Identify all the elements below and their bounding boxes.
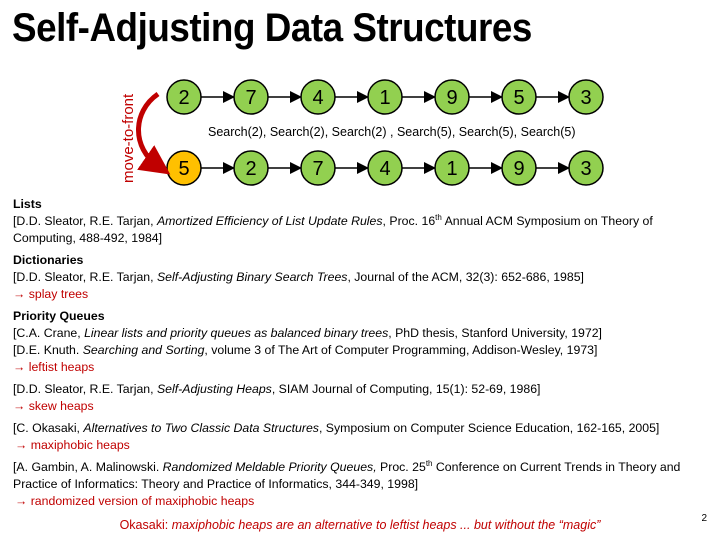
after-list-node-value: 4 [379,158,391,180]
after-list-node-value: 1 [446,158,458,180]
before-list-node-value: 4 [312,87,324,109]
list-row-after [167,151,603,185]
skew-heaps-note: → skew heaps [13,399,94,413]
move-to-front-label: move-to-front [120,93,137,183]
before-list-node-value: 3 [580,87,592,109]
before-list-node-value: 7 [245,87,257,109]
maxiphobic-heaps-note: → maxiphobic heaps [15,438,130,452]
move-to-front-arrow [139,94,159,166]
skew-reference: [D.D. Sleator, R.E. Tarjan, Self-Adjusting Heaps, SIAM Journal of Computing, 15(1): 52-69, 1986] [13,382,541,396]
list-diagram [0,0,720,195]
splay-trees-note: → splay trees [13,287,89,301]
okasaki-reference: [C. Okasaki, Alternatives to Two Classic Data Structures, Symposium on Computer Science Education, 162-165, 2005] [13,421,660,435]
crane-reference: [C.A. Crane, Linear lists and priority queues as balanced binary trees, PhD thesis, Stanford University, 1972] [13,326,602,340]
lists-heading: Lists [13,197,42,211]
okasaki-quote: Okasaki: maxiphobic heaps are an alternative to leftist heaps ... but without the “magic” [119,518,601,532]
before-list-node-value: 1 [379,87,391,109]
after-list-node-value: 9 [513,158,525,180]
before-list-node-value: 2 [178,87,190,109]
gambin-reference: [A. Gambin, A. Malinowski. Randomized Meldable Priority Queues, Proc. 25th Conference on Current Trends in Theory and Practice of Informatics: Theory and Practice of Informatics, 344-349, 1998] [13,458,681,491]
page-number: 2 [701,513,707,524]
search-sequence: Search(2), Search(2), Search(2) , Search(5), Search(5), Search(5) [208,125,576,139]
after-list-node-value: 3 [580,158,592,180]
list-row-before [167,80,603,114]
leftist-heaps-note: → leftist heaps [13,360,95,374]
references [13,196,713,510]
after-list-node-value: 7 [312,158,324,180]
before-list-node-value: 9 [446,87,458,109]
dictionaries-reference: [D.D. Sleator, R.E. Tarjan, Self-Adjusting Binary Search Trees, Journal of the ACM, 32(3): 652-686, 1985] [13,270,584,284]
lists-reference: [D.D. Sleator, R.E. Tarjan, Amortized Efficiency of List Update Rules, Proc. 16th Annual ACM Symposium on Theory of Computing, 488-492, 1984] [13,212,653,245]
after-list-node-value: 2 [245,158,257,180]
slide-title: Self-Adjusting Data Structures [12,6,532,50]
after-list-node-value: 5 [178,158,190,180]
knuth-reference: [D.E. Knuth. Searching and Sorting, volume 3 of The Art of Computer Programming, Addison-Wesley, 1973] [13,343,598,357]
dictionaries-heading: Dictionaries [13,253,84,267]
priority-queues-heading: Priority Queues [13,309,105,323]
before-list-node-value: 5 [513,87,525,109]
randomized-maxiphobic-note: → randomized version of maxiphobic heaps [15,494,255,508]
